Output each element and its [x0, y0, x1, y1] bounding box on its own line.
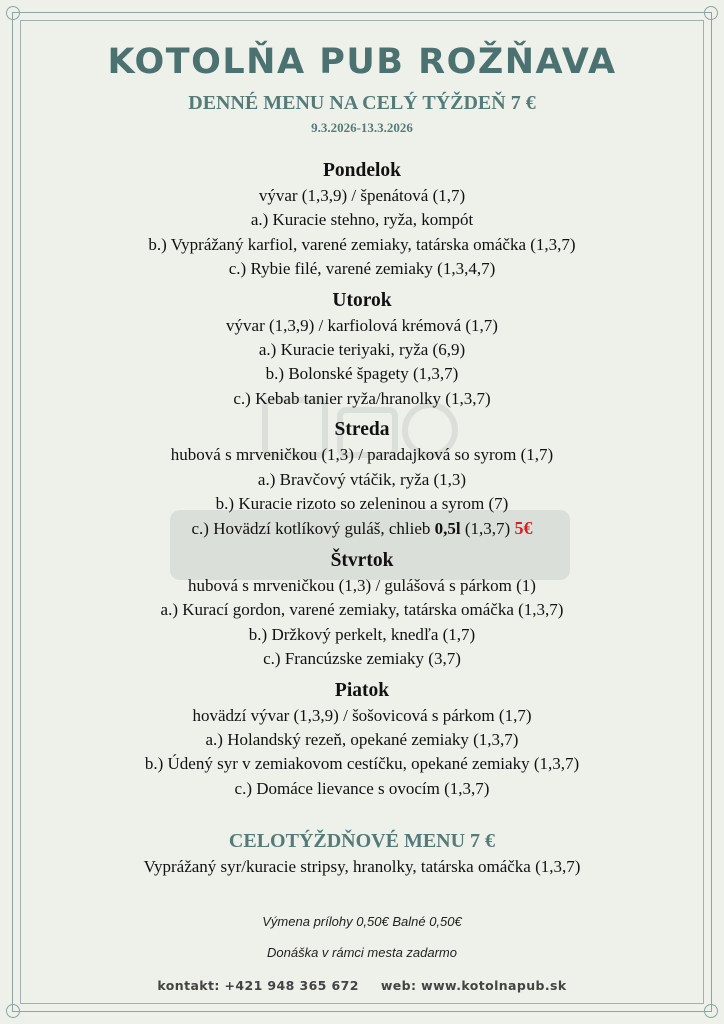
menu-subtitle: DENNÉ MENU NA CELÝ TÝŽDEŇ 7 €	[188, 92, 536, 114]
menu-item: c.) Rybie filé, varené zemiaky (1,3,4,7)	[228, 259, 496, 279]
contact-web: web: www.kotolnapub.sk	[380, 978, 567, 993]
special-item-allergens: (1,3,7)	[460, 519, 515, 539]
side-swap-note: Výmena prílohy 0,50€ Balné 0,50€	[262, 914, 462, 929]
weekly-menu-item: Vyprážaný syr/kuracie stripsy, hranolky, tatárska omáčka (1,3,7)	[143, 857, 581, 876]
special-menu-item	[0, 516, 724, 541]
corner-ornament-icon	[6, 6, 20, 20]
menu-item: a.) Holandský rezeň, opekané zemiaky (1,3,7)	[205, 729, 519, 749]
day-wednesday	[0, 417, 724, 542]
menu-item: c.) Domáce lievance s ovocím (1,3,7)	[234, 778, 490, 798]
menu-item: a.) Kuracie stehno, ryža, kompót	[250, 210, 474, 230]
menu-item: a.) Bravčový vtáčik, ryža (1,3)	[257, 469, 467, 489]
soup-line: vývar (1,3,9) / karfiolová krémová (1,7)	[226, 315, 498, 335]
menu-item: a.) Kurací gordon, varené zemiaky, tatárska omáčka (1,3,7)	[160, 600, 564, 620]
day-name: Pondelok	[322, 160, 402, 181]
date-range: 9.3.2026-13.3.2026	[311, 120, 413, 135]
day-tuesday	[0, 288, 724, 412]
soup-line: hubová s mrveničkou (1,3) / paradajková so syrom (1,7)	[170, 445, 554, 465]
special-item-volume: 0,5l	[434, 519, 461, 539]
corner-ornament-icon	[704, 1004, 718, 1018]
day-monday	[0, 158, 724, 282]
soup-line: hovädzí vývar (1,3,9) / šošovicová s párkom (1,7)	[192, 705, 532, 725]
menu-item: b.) Kuracie rizoto so zeleninou a syrom (7)	[215, 494, 509, 514]
day-friday	[0, 678, 724, 802]
menu-item: a.) Kuracie teriyaki, ryža (6,9)	[258, 340, 466, 360]
menu-item: c.) Kebab tanier ryža/hranolky (1,3,7)	[233, 388, 491, 408]
menu-item: b.) Bolonské špagety (1,3,7)	[265, 364, 459, 384]
special-price-badge: 5€	[514, 518, 533, 539]
soup-line: hubová s mrveničkou (1,3) / gulášová s párkom (1)	[188, 575, 536, 595]
day-name: Utorok	[332, 289, 392, 311]
day-name: Štvrtok	[330, 549, 394, 571]
day-thursday	[0, 548, 724, 672]
menu-item: b.) Údený syr v zemiakovom cestíčku, opekané zemiaky (1,3,7)	[144, 754, 580, 774]
delivery-note: Donáška v rámci mesta zadarmo	[266, 945, 457, 960]
menu-item: b.) Vyprážaný karfiol, varené zemiaky, tatárska omáčka (1,3,7)	[148, 234, 576, 254]
day-name: Streda	[334, 419, 390, 441]
page-title: KOTOLŇA PUB ROŽŇAVA	[107, 42, 617, 82]
weekly-menu-title: CELOTÝŽDŇOVÉ MENU 7 €	[228, 830, 496, 852]
contact-footer	[0, 978, 724, 993]
contact-phone: kontakt: +421 948 365 672	[157, 978, 359, 993]
corner-ornament-icon	[6, 1004, 20, 1018]
day-name: Piatok	[334, 679, 390, 701]
corner-ornament-icon	[704, 6, 718, 20]
daily-menu-list	[0, 158, 724, 807]
soup-line: vývar (1,3,9) / špenátová (1,7)	[258, 186, 466, 205]
menu-item: c.) Francúzske zemiaky (3,7)	[263, 649, 461, 669]
menu-item: b.) Držkový perkelt, knedľa (1,7)	[248, 624, 476, 644]
special-item-text: c.) Hovädzí kotlíkový guláš, chlieb	[191, 519, 435, 539]
